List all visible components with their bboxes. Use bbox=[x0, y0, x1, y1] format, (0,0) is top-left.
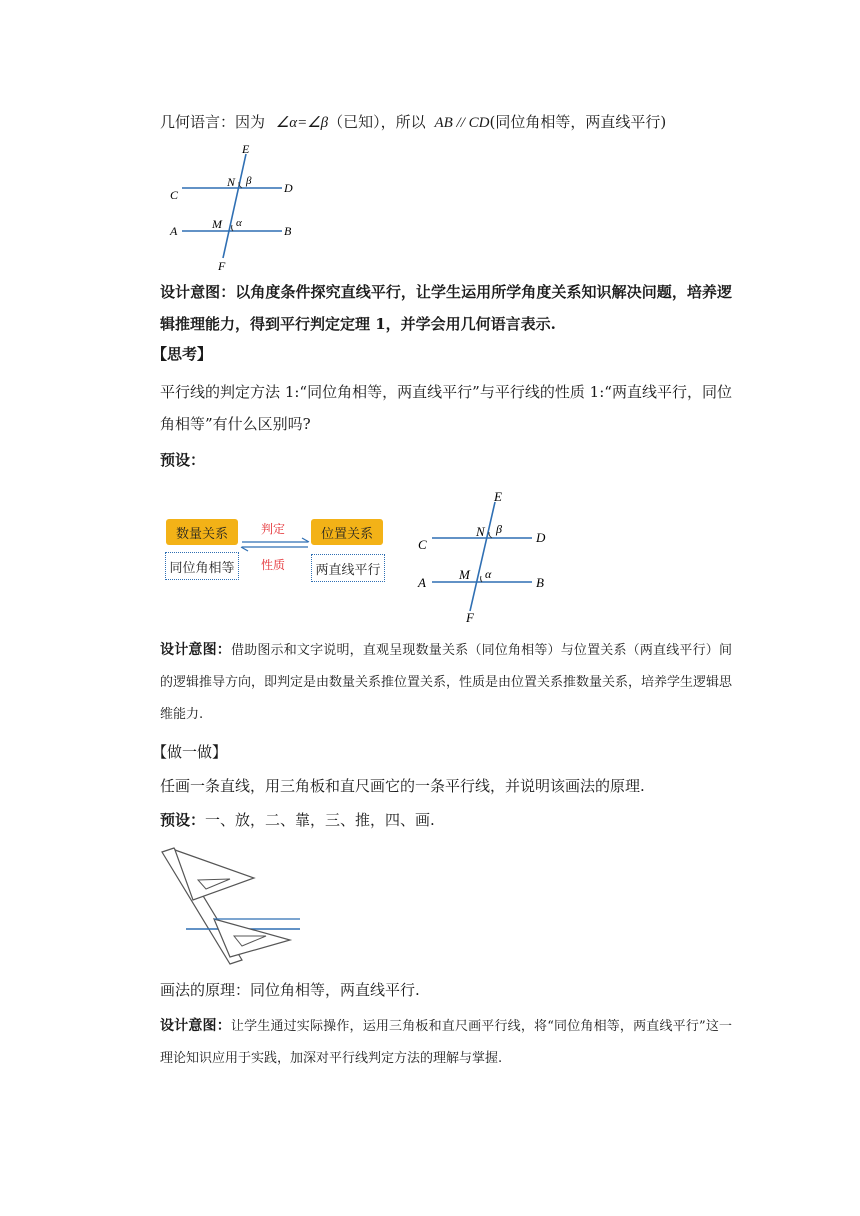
label-f-2: F bbox=[466, 610, 474, 622]
design-intent-label-3: 设计意图： bbox=[160, 1018, 231, 1034]
design-intent-label-2: 设计意图： bbox=[160, 642, 231, 658]
design-intent-text-3: 让学生通过实际操作，运用三角板和直尺画平行线，将“同位角相等，两直线平行”这一理论知识应用于实践，加深对平行线判定方法的理解与掌握. bbox=[160, 1019, 733, 1066]
label-e-2: E bbox=[494, 489, 502, 504]
set-square-ruler-figure bbox=[158, 842, 308, 970]
angle-expression: ∠α=∠β bbox=[275, 115, 329, 131]
angle-alpha-arc-2 bbox=[481, 576, 482, 582]
preset-label-1: 预设： bbox=[160, 451, 206, 469]
preset-steps: 一、放，二、靠，三、推，四、画. bbox=[205, 811, 435, 829]
design-intent-1 bbox=[160, 276, 732, 340]
label-beta-2: β bbox=[496, 522, 502, 536]
angle-alpha-arc bbox=[232, 225, 233, 231]
position-relation-box: 位置关系 bbox=[311, 519, 383, 545]
label-alpha: α bbox=[236, 217, 242, 229]
design-intent-text: 以角度条件探究直线平行，让学生运用所学角度关系知识解决问题，培养逻辑推理能力，得到平行判定定理 1，并学会用几何语言表示. bbox=[160, 283, 732, 333]
label-m: M bbox=[212, 217, 222, 231]
relation-arrows bbox=[238, 530, 314, 560]
label-b-2: B bbox=[536, 575, 544, 590]
statement-known: （已知），所以 bbox=[328, 113, 426, 131]
label-n-2: N bbox=[476, 524, 485, 539]
label-a-2: A bbox=[418, 575, 426, 590]
label-alpha-2: α bbox=[485, 567, 492, 581]
preset-label-2: 预设： bbox=[160, 811, 206, 829]
lines-parallel-box: 两直线平行 bbox=[311, 554, 385, 582]
label-c-2: C bbox=[418, 537, 427, 552]
label-c: C bbox=[170, 188, 179, 202]
design-intent-label: 设计意图： bbox=[160, 283, 236, 301]
drawing-principle: 画法的原理：同位角相等，两直线平行. bbox=[160, 981, 420, 999]
think-heading: 【思考】 bbox=[152, 345, 213, 363]
label-n: N bbox=[227, 175, 236, 189]
transversal-ef bbox=[223, 154, 246, 258]
parallel-lines-figure-1 bbox=[160, 142, 310, 272]
design-intent-2 bbox=[160, 634, 732, 731]
try-it-heading: 【做一做】 bbox=[152, 743, 228, 761]
statement-reason: (同位角相等，两直线平行) bbox=[489, 113, 667, 131]
label-e: E bbox=[242, 142, 250, 156]
judge-label: 判定 bbox=[261, 522, 286, 536]
label-d-2: D bbox=[536, 530, 546, 545]
label-b: B bbox=[284, 224, 292, 238]
angle-beta-arc-2 bbox=[489, 532, 492, 538]
parallel-expression: AB // CD bbox=[434, 115, 490, 131]
label-d: D bbox=[284, 181, 293, 195]
label-a: A bbox=[170, 224, 178, 238]
label-f: F bbox=[218, 259, 226, 272]
transversal-ef-2 bbox=[470, 502, 495, 611]
label-beta: β bbox=[246, 175, 252, 187]
property-label: 性质 bbox=[261, 558, 286, 572]
corresponding-angles-equal-box: 同位角相等 bbox=[165, 552, 239, 580]
try-it-task: 任画一条直线，用三角板和直尺画它的一条平行线，并说明该画法的原理. bbox=[160, 777, 645, 795]
design-intent-3 bbox=[160, 1010, 732, 1075]
statement-prefix: 几何语言：因为 bbox=[160, 113, 266, 131]
geometry-statement bbox=[160, 112, 666, 133]
design-intent-text-2: 借助图示和文字说明，直观呈现数量关系（同位角相等）与位置关系（两直线平行）间的逻辑推导方向，即判定是由数量关系推位置关系，性质是由位置关系推数量关系，培养学生逻辑思维能力. bbox=[160, 643, 733, 722]
think-question: 平行线的判定方法 1:“同位角相等，两直线平行”与平行线的性质 1:“两直线平行，同位角相等”有什么区别吗? bbox=[160, 383, 732, 433]
parallel-lines-figure-2 bbox=[410, 486, 560, 622]
try-it-preset bbox=[160, 810, 435, 830]
quantity-relation-box: 数量关系 bbox=[166, 519, 238, 545]
label-m-2: M bbox=[459, 567, 470, 582]
